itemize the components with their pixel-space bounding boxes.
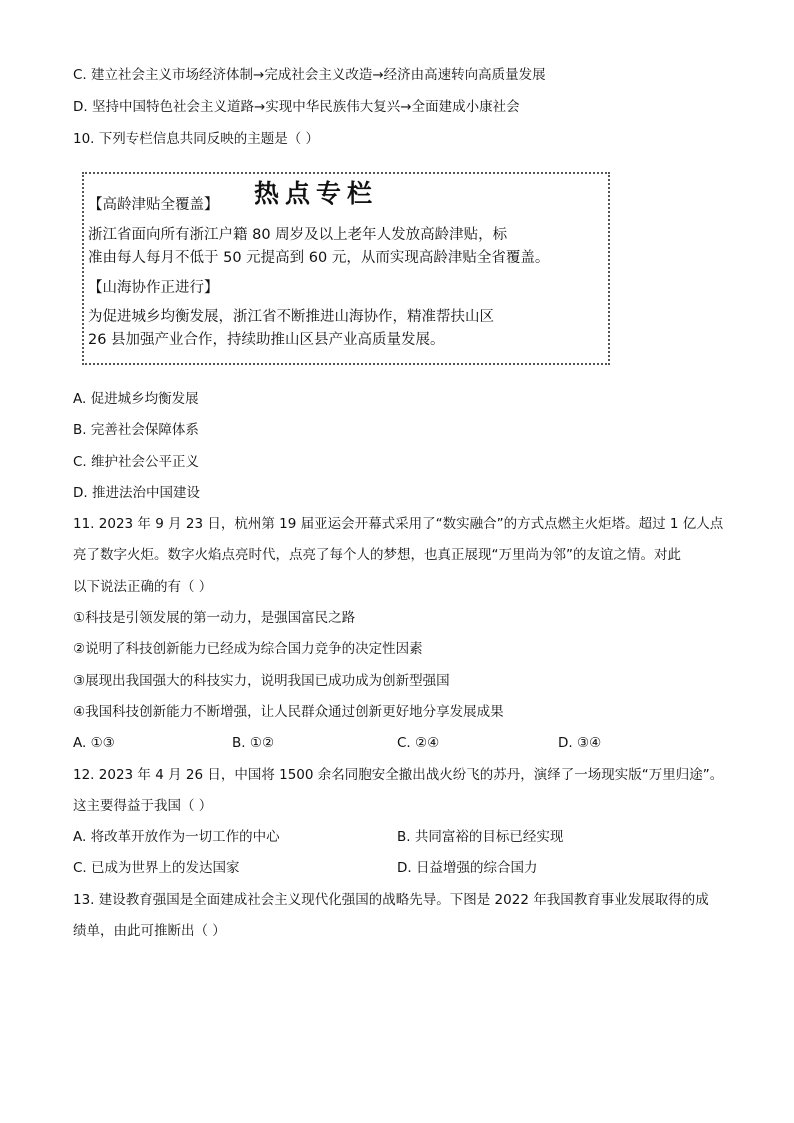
q9-option-d: D. 坚持中国特色社会主义道路→实现中华民族伟大复兴→全面建成小康社会	[73, 99, 520, 115]
q11-item-3: ③展现出我国强大的科技实力，说明我国已成功成为创新型强国	[73, 673, 450, 689]
q11-option-a: A. ①③	[73, 735, 115, 751]
q12-stem-1: 12. 2023 年 4 月 26 日，中国将 1500 余名同胞安全撤出战火纷飞的苏丹，演绎了一场现实版“万里归途”。	[73, 767, 724, 783]
section2-heading: 【山海协作正进行】	[88, 280, 219, 296]
q11-item-4: ④我国科技创新能力不断增强，让人民群众通过创新更好地分享发展成果	[73, 704, 504, 720]
q12-option-a: A. 将改革开放作为一切工作的中心	[73, 829, 280, 845]
q11-stem-2: 亮了数字火炬。数字火焰点亮时代，点亮了每个人的梦想，也真正展现“万里尚为邻”的友谊之情。对此	[73, 547, 681, 563]
q11-option-c: C. ②④	[397, 735, 440, 751]
q11-stem-3: 以下说法正确的有（ ）	[73, 579, 213, 595]
hot-column-title: 热点专栏	[254, 179, 379, 208]
q12-option-c: C. 已成为世界上的发达国家	[73, 860, 240, 876]
q10-stem: 10. 下列专栏信息共同反映的主题是（ ）	[73, 131, 320, 147]
q11-item-1: ①科技是引领发展的第一动力，是强国富民之路	[73, 610, 356, 626]
q11-item-2: ②说明了科技创新能力已经成为综合国力竞争的决定性因素	[73, 641, 423, 657]
q12-option-b: B. 共同富裕的目标已经实现	[397, 829, 564, 845]
q13-stem-2: 绩单，由此可推断出（ ）	[73, 923, 226, 939]
q11-stem-1: 11. 2023 年 9 月 23 日，杭州第 19 届亚运会开幕式采用了“数实融合”的方式点燃主火炬塔。超过 1 亿人点	[73, 516, 724, 532]
section1-text-2: 准由每人每月不低于 50 元提高到 60 元，从而实现高龄津贴全省覆盖。	[88, 250, 550, 266]
section1-heading: 【高龄津贴全覆盖】	[88, 197, 219, 213]
section1-text-1: 浙江省面向所有浙江户籍 80 周岁及以上老年人发放高龄津贴，标	[88, 227, 508, 243]
section2-text-1: 为促进城乡均衡发展，浙江省不断推进山海协作，精准帮扶山区	[88, 309, 494, 325]
q10-option-b: B. 完善社会保障体系	[73, 422, 199, 438]
section2-text-2: 26 县加强产业合作，持续助推山区县产业高质量发展。	[88, 332, 445, 348]
q13-stem-1: 13. 建设教育强国是全面建成社会主义现代化强国的战略先导。下图是 2022 年我国教育事业发展取得的成	[73, 892, 709, 908]
q10-option-a: A. 促进城乡均衡发展	[73, 391, 199, 407]
q10-option-c: C. 维护社会公平正义	[73, 454, 200, 470]
q10-option-d: D. 推进法治中国建设	[73, 485, 200, 501]
q9-option-c: C. 建立社会主义市场经济体制→完成社会主义改造→经济由高速转向高质量发展	[73, 67, 546, 83]
q11-option-d: D. ③④	[558, 735, 602, 751]
q12-option-d: D. 日益增强的综合国力	[397, 860, 538, 876]
q11-option-b: B. ①②	[232, 735, 275, 751]
q12-stem-2: 这主要得益于我国（ ）	[73, 798, 213, 814]
